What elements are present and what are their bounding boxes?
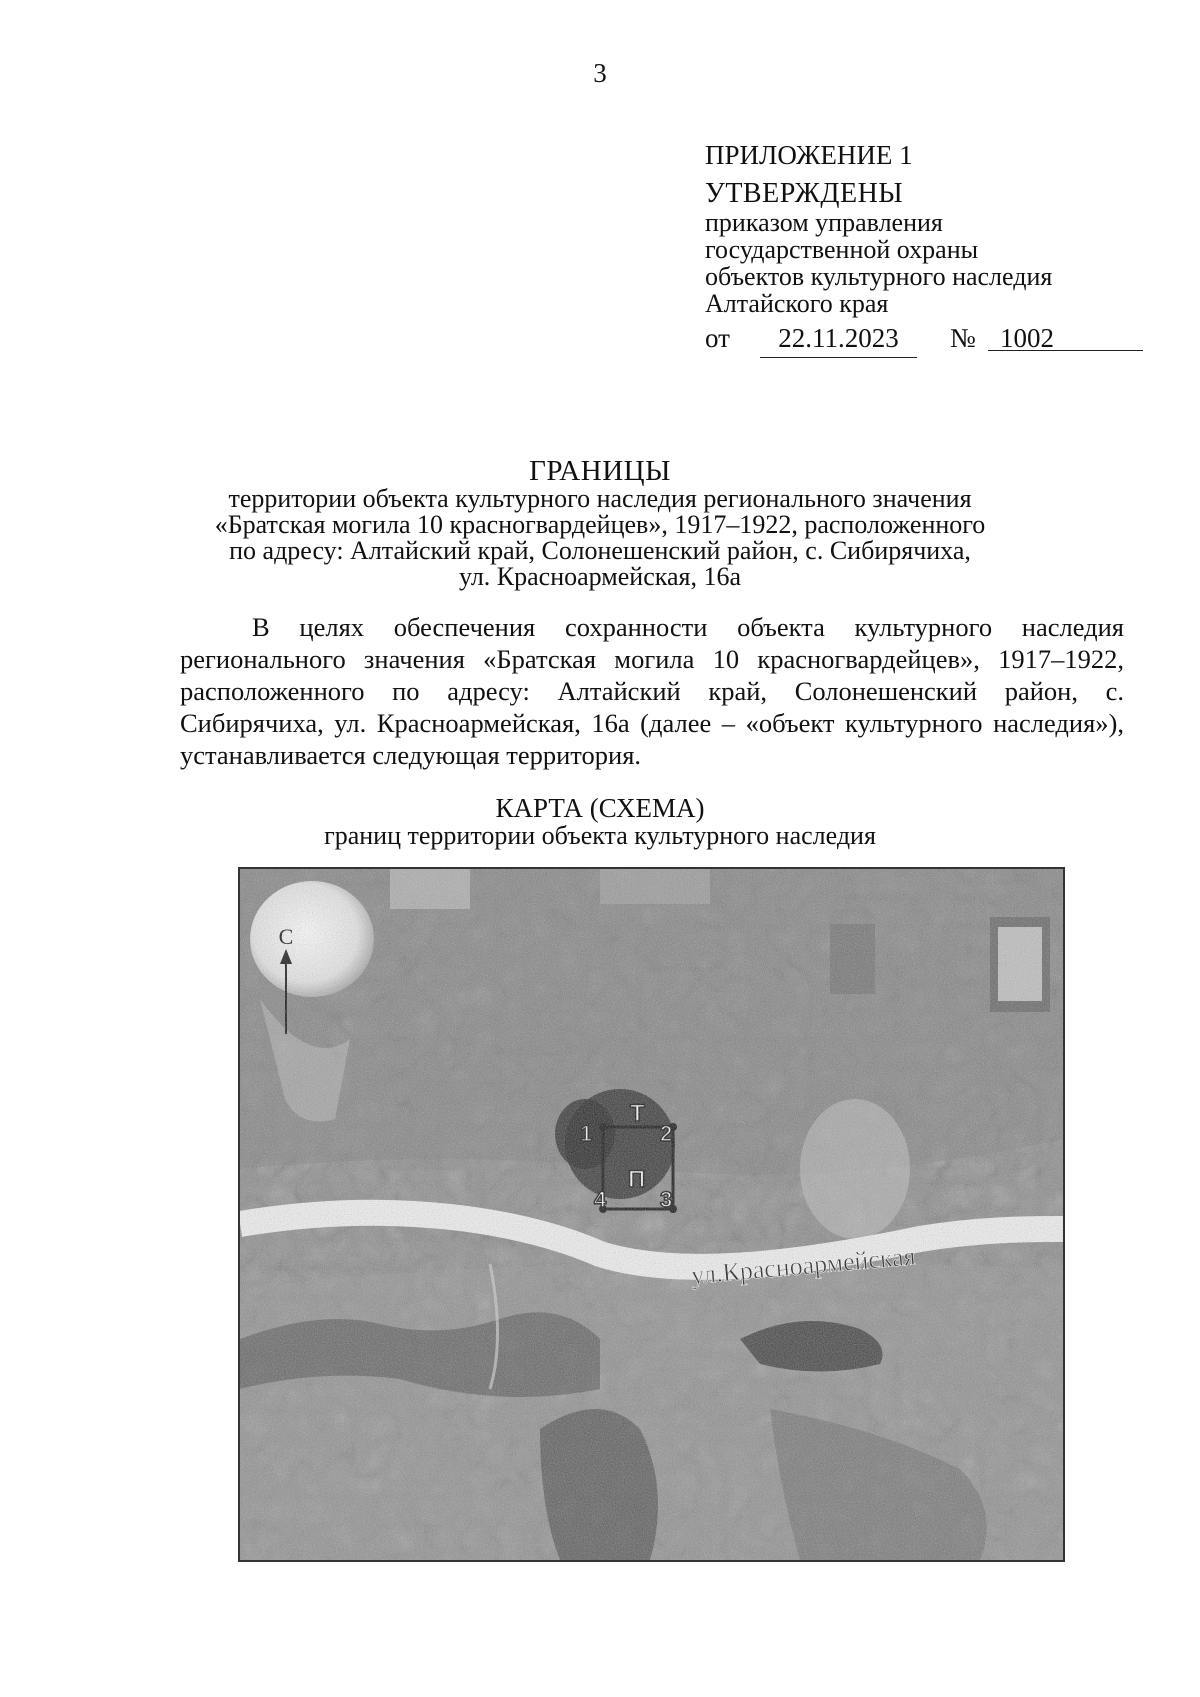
map-svg — [240, 869, 1063, 1560]
appendix-title: ПРИЛОЖЕНИЕ 1 — [705, 140, 913, 170]
map-title: КАРТА (СХЕМА) — [495, 793, 705, 823]
document-heading — [180, 456, 1020, 590]
appendix-line: Алтайского края — [705, 289, 889, 318]
heading-line: по адресу: Алтайский край, Солонешенский район, с. Сибирячиха, — [229, 536, 971, 565]
heading-line: ул. Красноармейская, 16а — [458, 562, 742, 591]
order-number: 1002 — [988, 319, 1143, 351]
heading-title: ГРАНИЦЫ — [529, 455, 671, 487]
heading-line: территории объекта культурного наследия регионального значения — [228, 484, 972, 513]
number-prefix: № — [950, 323, 976, 353]
map-heading — [180, 793, 1020, 849]
page-number: 3 — [593, 58, 607, 88]
date-number-row — [705, 319, 1145, 361]
map-grain — [240, 869, 1063, 1560]
body-paragraph: В целях обеспечения сохранности объекта культурного наследия регионального значения «Братская могила 10 красногвардейцев», 1917–1922, расположенного по адресу: Алтайский край, Солонешенский район, с. Сибирячиха, ул. Красноармейская, 16а (далее – «объект культурного наследия»), устанавливается следующая территория. — [180, 612, 1124, 770]
approved-label: УТВЕРЖДЕНЫ — [705, 178, 904, 209]
order-date: 22.11.2023 — [760, 319, 917, 358]
appendix-line: государственной охраны — [705, 235, 979, 264]
map-subtitle: границ территории объекта культурного наследия — [324, 821, 876, 850]
map-image — [238, 867, 1065, 1562]
appendix-line: приказом управления — [705, 208, 943, 237]
appendix-line: объектов культурного наследия — [705, 262, 1053, 291]
appendix-block — [705, 142, 1145, 361]
date-prefix: от — [705, 323, 730, 353]
heading-line: «Братская могила 10 красногвардейцев», 1917–1922, расположенного — [214, 510, 986, 539]
